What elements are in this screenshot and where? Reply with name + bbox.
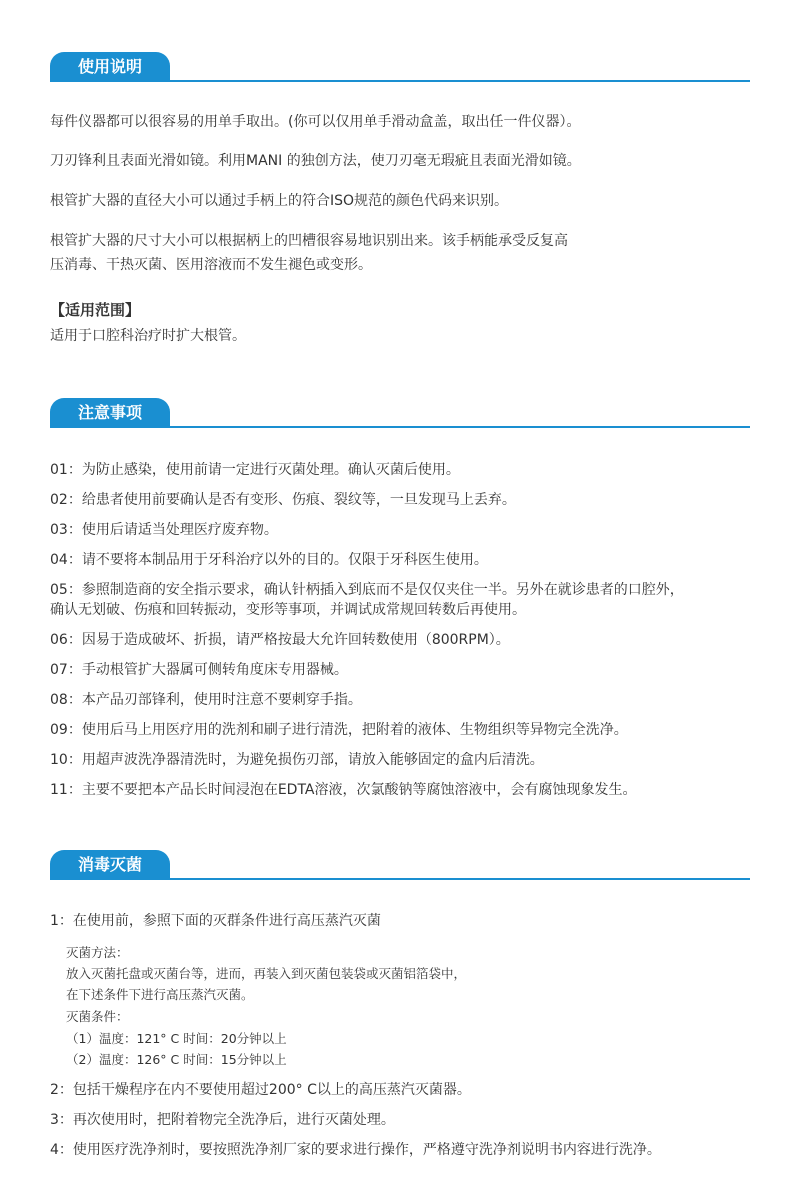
list-item: 11：主要不要把本产品长时间浸泡在EDTA溶液，次氯酸钠等腐蚀溶液中，会有腐蚀现象发生。 — [50, 782, 637, 798]
list-item: 2：包括干燥程序在内不要使用超过200° C以上的高压蒸汽灭菌器。 — [50, 1082, 471, 1098]
list-item: 02：给患者使用前要确认是否有变形、伤痕、裂纹等，一旦发现马上丢弃。 — [50, 492, 516, 508]
method-line: 灭菌方法： — [66, 945, 129, 960]
list-item: 09：使用后马上用医疗用的洗剂和刷子进行清洗，把附着的液体、生物组织等异物完全洗净。 — [50, 722, 628, 738]
scope-text: 适用于口腔科治疗时扩大根管。 — [50, 328, 246, 344]
section-title: 消毒灭菌 — [50, 850, 170, 879]
list-item: 05：参照制造商的安全指示要求，确认针柄插入到底而不是仅仅夹住一半。另外在就诊患者的口腔外， — [50, 582, 684, 598]
method-line: （2）温度：126° C 时间：15分钟以上 — [66, 1052, 287, 1067]
list-item: 4：使用医疗洗净剂时，要按照洗净剂厂家的要求进行操作，严格遵守洗净剂说明书内容进行洗净。 — [50, 1142, 661, 1158]
paragraph: 刀刃锋利且表面光滑如镜。利用MANI 的独创方法，使刀刃毫无瑕疵且表面光滑如镜。 — [50, 153, 581, 169]
list-item: 01：为防止感染，使用前请一定进行灭菌处理。确认灭菌后使用。 — [50, 462, 460, 478]
scope-title: 【适用范围】 — [50, 301, 141, 319]
section-header-caution — [50, 398, 750, 428]
divider — [50, 426, 750, 428]
method-line: 灭菌条件： — [66, 1009, 129, 1024]
paragraph: 根管扩大器的尺寸大小可以根据柄上的凹槽很容易地识别出来。该手柄能承受反复高 — [50, 233, 568, 249]
paragraph: 根管扩大器的直径大小可以通过手柄上的符合ISO规范的颜色代码来识别。 — [50, 193, 509, 209]
method-line: （1）温度：121° C 时间：20分钟以上 — [66, 1031, 287, 1046]
list-item: 06：因易于造成破坏、折损，请严格按最大允许回转数使用（800RPM）。 — [50, 632, 510, 648]
list-item: 03：使用后请适当处理医疗废弃物。 — [50, 522, 278, 538]
section-header-sterilize — [50, 850, 750, 880]
divider — [50, 80, 750, 82]
section-title: 注意事项 — [50, 398, 170, 427]
section-header-usage — [50, 52, 750, 82]
list-item: 10：用超声波洗净器清洗时，为避免损伤刃部，请放入能够固定的盒内后清洗。 — [50, 752, 544, 768]
paragraph: 每件仪器都可以很容易的用单手取出。(你可以仅用单手滑动盒盖，取出任一件仪器）。 — [50, 114, 581, 130]
method-line: 放入灭菌托盘或灭菌台等，进而，再装入到灭菌包装袋或灭菌铝箔袋中， — [66, 966, 467, 981]
section-title: 使用说明 — [50, 52, 170, 81]
method-line: 在下述条件下进行高压蒸汽灭菌。 — [66, 987, 254, 1002]
list-item: 1：在使用前，参照下面的灭群条件进行高压蒸汽灭菌 — [50, 913, 381, 929]
list-item: 3：再次使用时，把附着物完全洗净后，进行灭菌处理。 — [50, 1112, 395, 1128]
list-item: 04：请不要将本制品用于牙科治疗以外的目的。仅限于牙科医生使用。 — [50, 552, 488, 568]
divider — [50, 878, 750, 880]
list-item: 07：手动根管扩大器属可侧转角度床专用器械。 — [50, 662, 348, 678]
paragraph: 压消毒、干热灭菌、医用溶液而不发生褪色或变形。 — [50, 257, 372, 273]
list-item: 确认无划破、伤痕和回转振动，变形等事项，并调试成常规回转数后再使用。 — [50, 602, 526, 618]
list-item: 08：本产品刃部锋利，使用时注意不要刺穿手指。 — [50, 692, 362, 708]
